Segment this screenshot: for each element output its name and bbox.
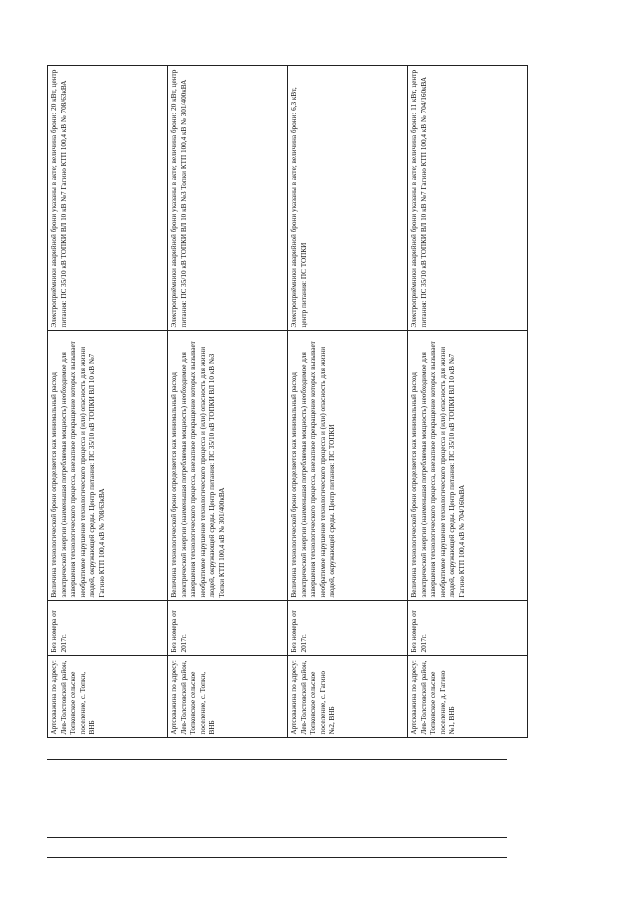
table-row — [288, 66, 408, 888]
document-number-cell: Без номера от 2017г. — [408, 601, 528, 656]
document-number-cell: Без номера от 2017г. — [48, 601, 168, 656]
table-row — [408, 66, 528, 888]
object-cell: Артскважина по адресу: Лев-Толстовский район, Топковское сельское поселение, с. Топки, ВНБ — [168, 656, 288, 738]
emergency-reserve-cell: Электроприёмники аварийной брони указаны в акте; величина брони: 6,3 кВт, центр питания: ПС ТОПКИ — [288, 66, 408, 331]
blank-cell — [288, 738, 408, 888]
rotated-table-page — [47, 66, 509, 888]
document-number-cell: Без номера от 2017г. — [288, 601, 408, 656]
tech-reserve-cell: Величина технологической брони определяется как минимальный расход электрической энергии (наименьшая потребляемая мощность) необходимое для завершения технологического процесса, внезапное прекращение которых вызывает необратимое нарушение технологического процесса и (или) опасность для жизни людей, окружающей среды. Центр питания: ПС 35/10 кВ ТОПКИ ВЛ 10 кВ №7 Гагино КТП 100,4 кВ № 708/63кВА — [48, 331, 168, 601]
table-row — [48, 66, 168, 888]
object-cell: Артскважина по адресу: Лев-Толстовский район, Топковское сельское поселение, д. Гагино №1, ВНБ — [408, 656, 528, 738]
blank-cell — [48, 738, 168, 888]
tech-reserve-cell: Величина технологической брони определяется как минимальный расход электрической энергии (наименьшая потребляемая мощность) необходимое для завершения технологического процесса, внезапное прекращение которых вызывает необратимое нарушение технологического процесса и (или) опасность для жизни людей, окружающей среды. Центр питания: ПС 35/10 кВ ТОПКИ ВЛ 10 кВ №3 Топки КТП 100,4 кВ № 301/400кВА — [168, 331, 288, 601]
tech-reserve-cell: Величина технологической брони определяется как минимальный расход электрической энергии (наименьшая потребляемая мощность) необходимое для завершения технологического процесса, внезапное прекращение которых вызывает необратимое нарушение технологического процесса и (или) опасность для жизни людей, окружающей среды. Центр питания: ПС 35/10 кВ ТОПКИ ВЛ 10 кВ №7 Гагино КТП 100,4 кВ № 704/160кВА — [408, 331, 528, 601]
table-row — [168, 66, 288, 888]
rule-line — [47, 857, 507, 858]
reserve-table — [47, 66, 528, 889]
document-number-cell: Без номера от 2017г. — [168, 601, 288, 656]
emergency-reserve-cell: Электроприёмники аварийной брони указаны в акте; величина брони: 20 кВт, центр питания: ПС 35/10 кВ ТОПКИ ВЛ 10 кВ №3 Топки КТП 100,4 кВ № 301/400кВА — [168, 66, 288, 331]
object-cell: Артскважина по адресу: Лев-Толстовский район, Топковское сельское поселение, с. Гагино №2, ВНБ — [288, 656, 408, 738]
emergency-reserve-cell: Электроприёмники аварийной брони указаны в акте; величина брони: 20 кВт, центр питания: ПС 35/10 кВ ТОПКИ ВЛ 10 кВ №7 Гагино КТП 100,4 кВ № 708/63кВА — [48, 66, 168, 331]
blank-cell — [408, 738, 528, 888]
emergency-reserve-cell: Электроприёмники аварийной брони указаны в акте; величина брони: 11 кВт, центр питания: ПС 35/10 кВ ТОПКИ ВЛ 10 кВ №7 Гагино КТП 100,4 кВ № 704/160кВА — [408, 66, 528, 331]
blank-cell — [168, 738, 288, 888]
rule-line — [47, 837, 507, 838]
rule-line — [47, 759, 507, 760]
object-cell: Артскважина по адресу: Лев-Толстовский район, Топковское сельское поселение, с. Топки, ВНБ — [48, 656, 168, 738]
tech-reserve-cell: Величина технологической брони определяется как минимальный расход электрической энергии (наименьшая потребляемая мощность) необходимое для завершения технологического процесса, внезапное прекращение которых вызывает необратимое нарушение технологического процесса и (или) опасность для жизни людей, окружающей среды. Центр питания: ПС ТОПКИ — [288, 331, 408, 601]
